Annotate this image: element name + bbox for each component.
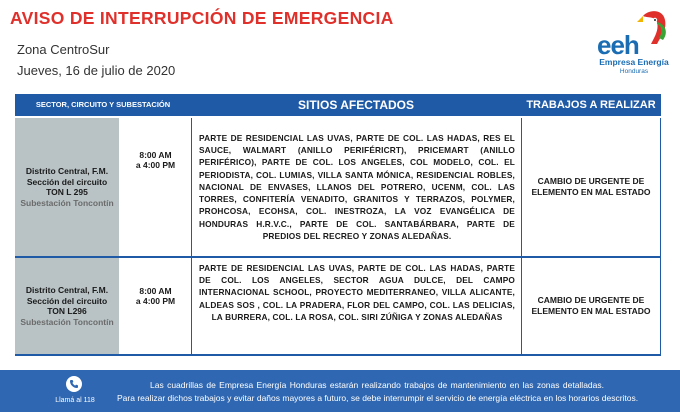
sites-list: PARTE DE RESIDENCIAL LAS UVAS, PARTE DE COL. LAS HADAS, PARTE DE COL. LOS ANGELES, SECTOR AGUA DULCE, DEL CAMPO INTERNACIONAL SCHOOL, PROYECTO MEDITERRANEO, VILLA ALICANTE, ALDEAS SOS , COL. LA PRADERA, FLOR DEL CAMPO, COL. LAS DELICIAS, LA BURRERA, COL. LA ROSA, COL. SIRI ZÚÑIGA Y ZONAS ALEDAÑAS — [199, 263, 515, 322]
footer-line-2: Para realizar dichos trabajos y evitar daños mayores a futuro, se debe interrumpir el servicio de energía eléctrica en los horarios descritos. — [117, 393, 639, 403]
table-bottom-border — [15, 354, 661, 356]
time-start: 8:00 AM — [139, 286, 172, 296]
circuit-substation: Subestación Toncontín — [20, 197, 114, 208]
notice-date: Jueves, 16 de julio de 2020 — [17, 63, 176, 78]
logo-country: Honduras — [619, 68, 649, 75]
time-end: a 4:00 PM — [135, 296, 176, 306]
table-row — [15, 118, 661, 256]
column-divider — [660, 118, 661, 256]
footer-banner — [0, 370, 680, 412]
header-circuit: SECTOR, CIRCUITO Y SUBESTACIÓN — [35, 100, 171, 109]
circuit-section: Sección del circuito — [26, 295, 108, 306]
circuit-cell — [15, 258, 120, 354]
zone-label: Zona CentroSur — [17, 42, 110, 57]
work-description: CAMBIO DE URGENTE DE ELEMENTO EN MAL ESTADO — [531, 295, 651, 316]
sites-list: PARTE DE RESIDENCIAL LAS UVAS, PARTE DE COL. LAS HADAS, RES EL SAUCE, WALMART (ANILLO PERIFÉRICRT), PRICEMART (ANILLO PERIFÉRICO), PARTE DE COL. LOS ANGELES, COL MODELO, COL. EL PERIODISTA, COL. LUMIAS, VILLA SANTA MÓNICA, RESIDENCIAL ROBLES, NACIONAL DE ENVASES, LLANOS DEL POTRERO, UCENM, COL. LAS TORRES, CONFITERÍA VENADITO, GRANITOS Y TERRAZOS, POLYMER, PROHCOSA, ECOHSA, COL. INESTROZA, LA VOZ EVANGÉLICA DE HONDURAS H.R.V.C., PARTE DE COL. SANTABÁRBARA, PARTE DE PREDIOS DEL RECREO Y ZONAS ALEDAÑAS. — [199, 133, 515, 241]
circuit-district: Distrito Central, F.M. — [25, 166, 109, 176]
time-cell — [120, 258, 191, 354]
work-description: CAMBIO DE URGENTE DE ELEMENTO EN MAL ESTADO — [531, 176, 651, 197]
footer-line-1: Las cuadrillas de Empresa Energía Honduras estarán realizando trabajos de mantenimiento en las zonas detalladas. — [150, 380, 604, 390]
time-end: a 4:00 PM — [135, 160, 176, 170]
header-work: TRABAJOS A REALIZAR — [526, 99, 656, 111]
eeh-logo — [585, 10, 675, 82]
phone-icon — [66, 376, 82, 392]
table-row — [15, 258, 661, 354]
work-cell — [521, 118, 661, 256]
time-cell — [120, 118, 191, 256]
notice-title: AVISO DE INTERRUPCIÓN DE EMERGENCIA — [10, 8, 394, 28]
column-divider — [191, 118, 192, 256]
column-divider — [521, 118, 522, 256]
call-label: Llamá al 118 — [55, 397, 95, 404]
circuit-section: Sección del circuito — [26, 176, 108, 187]
circuit-district: Distrito Central, F.M. — [25, 285, 109, 295]
header-sites: SITIOS AFECTADOS — [297, 98, 414, 112]
time-start: 8:00 AM — [139, 150, 172, 160]
circuit-substation: Subestación Toncontín — [20, 316, 114, 327]
header — [0, 0, 680, 92]
circuit-cell — [15, 118, 120, 256]
logo-brand: eeh — [597, 30, 639, 60]
work-cell — [521, 258, 661, 354]
column-divider — [191, 258, 192, 354]
table-header — [15, 94, 661, 116]
column-divider — [660, 258, 661, 354]
column-divider — [521, 258, 522, 354]
logo-company-name: Empresa Energía — [599, 57, 669, 67]
circuit-code: TON L296 — [47, 306, 87, 316]
sites-cell — [191, 118, 521, 256]
sites-cell — [191, 258, 521, 354]
circuit-code: TON L 295 — [46, 187, 88, 197]
